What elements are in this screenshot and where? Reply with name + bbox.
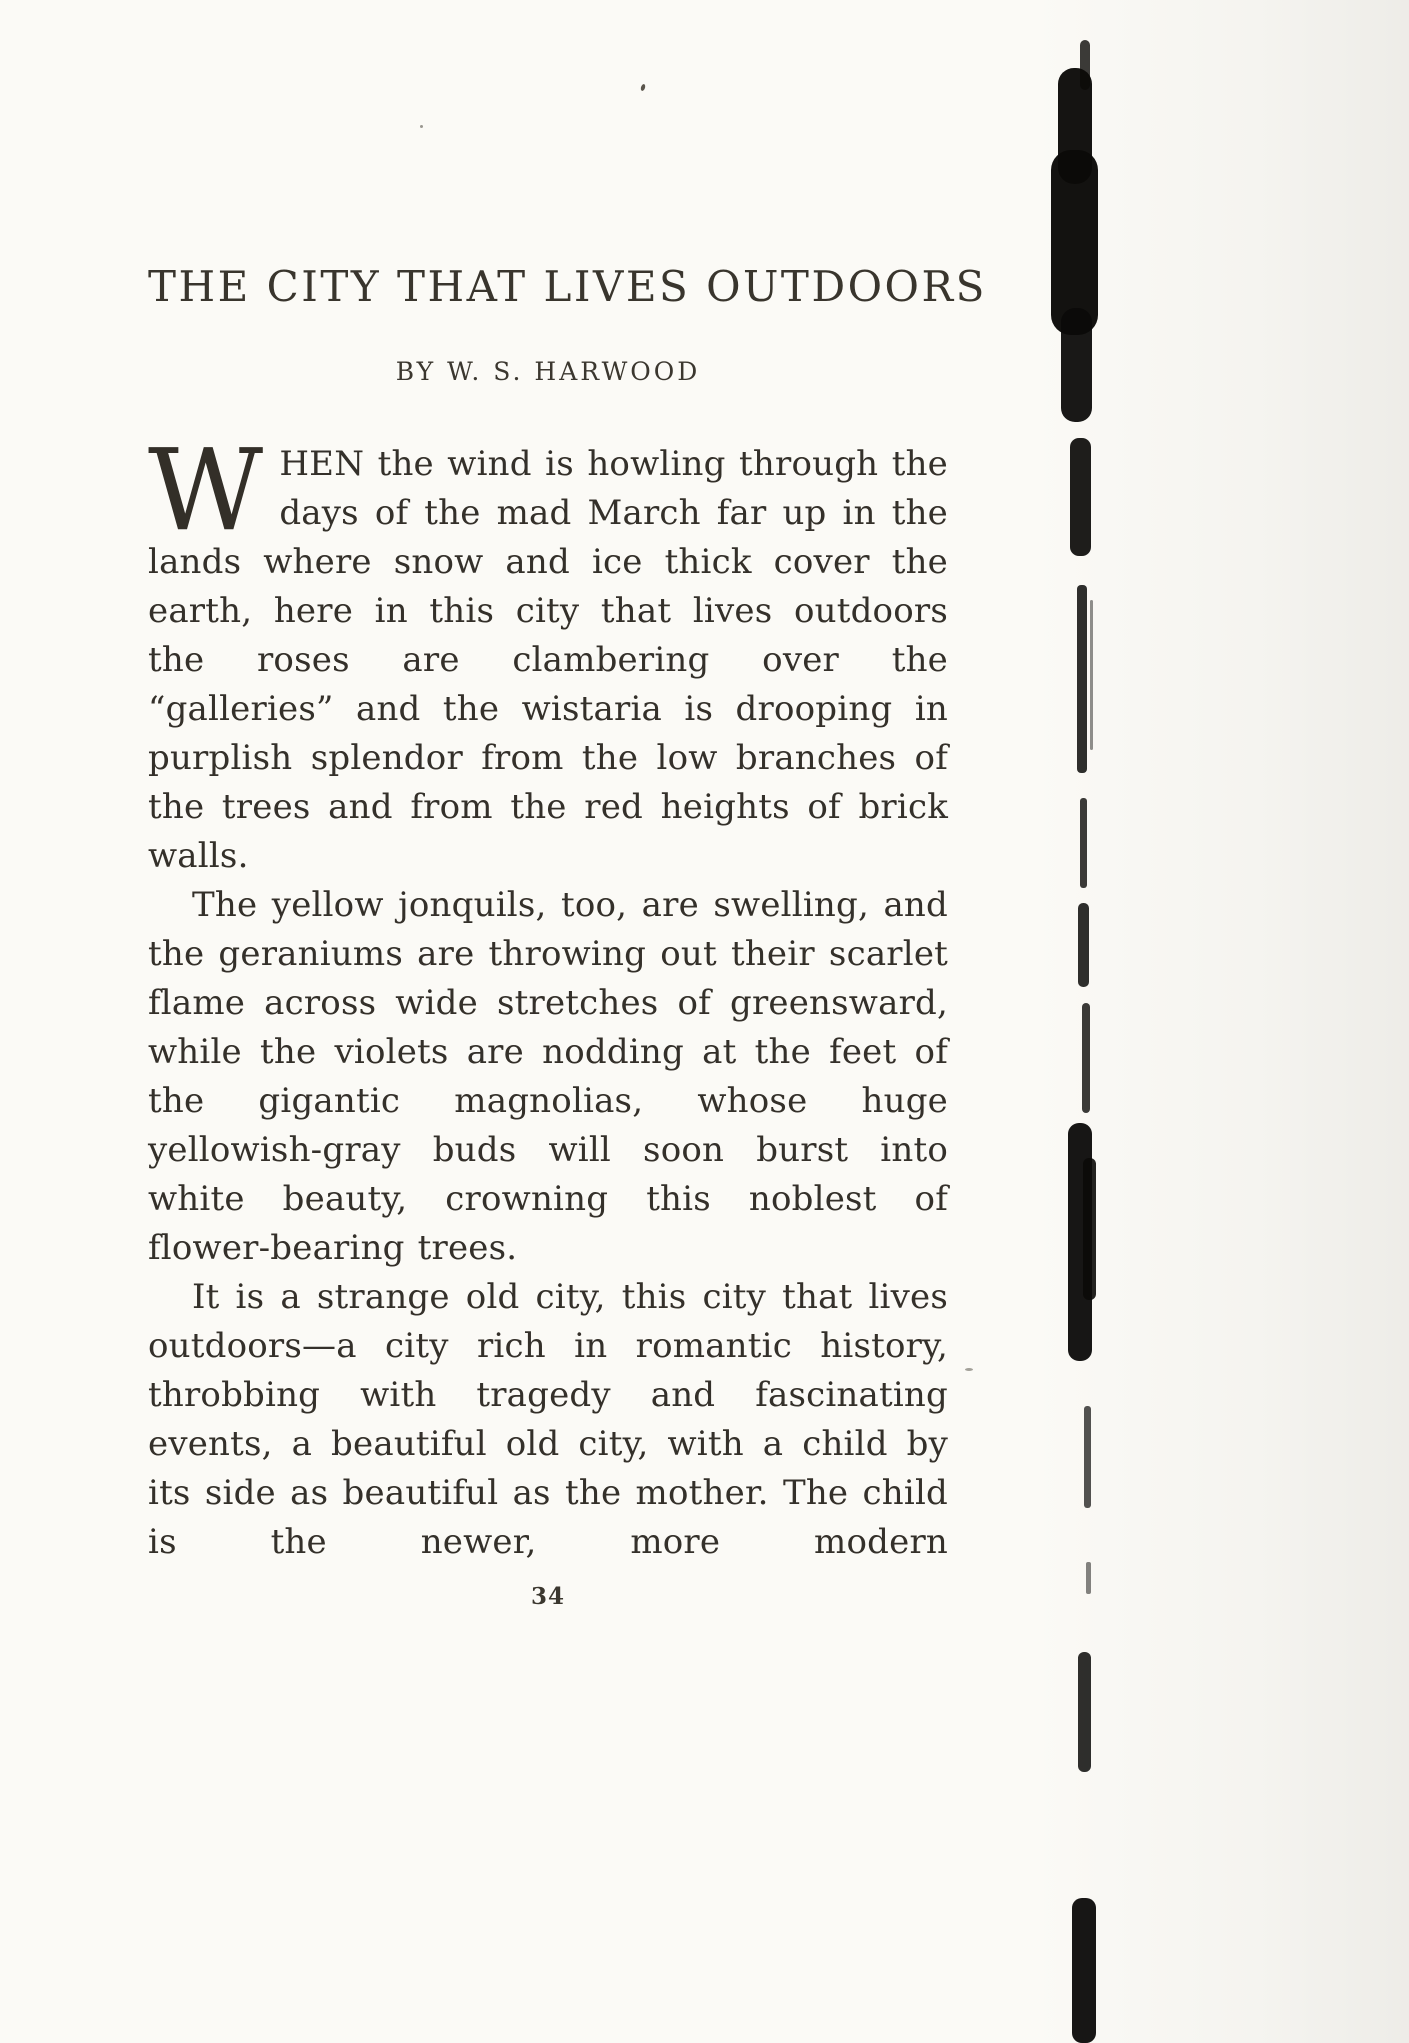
paragraph: The yellow jonquils, too, are swelling, and the geraniums are throwing out their scarlet flame across wide stretches of greensward, while the violets are nodding at the feet of the gigantic magnolias, whose huge yellowish-gray buds will soon burst into white beauty, crowning this noblest of flower-bearing trees. — [148, 885, 948, 1268]
ink-smudge — [1028, 0, 1113, 2043]
page-content — [148, 262, 987, 1610]
drop-cap: W — [148, 426, 264, 556]
body-text — [148, 426, 948, 1567]
paragraph-opening — [148, 426, 948, 881]
paragraph: It is a strange old city, this city that lives outdoors—a city rich in romantic history, throbbing with tragedy and fascinating events, a beautiful old city, with a child by its side as beautiful as the mother. The child is the newer, more modern — [148, 1277, 948, 1562]
page-number: 34 — [530, 1583, 565, 1610]
ink-speck — [420, 125, 423, 128]
ink-speck — [965, 1368, 973, 1371]
byline: BY W. S. HARWOOD — [395, 357, 701, 386]
page-title: THE CITY THAT LIVES OUTDOORS — [148, 262, 987, 311]
paragraph-text: HEN the wind is howling through the days of the mad March far up in the lands where snow and ice thick cover the earth, here in this city that lives outdoors the roses are clambering over the “galleries” and the wistaria is drooping in purplish splendor from the low branches of the trees and from the red heights of brick walls. — [148, 444, 948, 876]
ink-speck — [640, 84, 646, 92]
